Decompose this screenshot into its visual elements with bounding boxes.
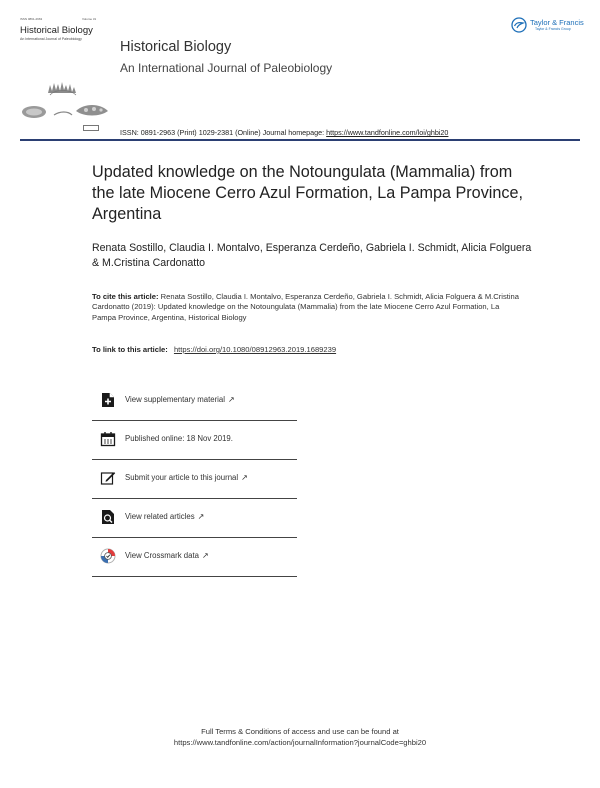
- cover-subtitle: An International Journal of Paleobiology: [20, 37, 82, 41]
- edit-pencil-icon: [100, 470, 116, 486]
- supplementary-label: View supplementary material: [125, 395, 225, 404]
- journal-cover-thumbnail: [20, 15, 112, 133]
- external-link-icon: ↗: [201, 551, 209, 560]
- issn-line: [120, 128, 448, 137]
- doi-line: [92, 345, 336, 354]
- crossmark-icon: [100, 548, 116, 564]
- journal-subtitle: An International Journal of Paleobiology: [120, 61, 333, 75]
- related-articles-search-icon: [100, 509, 116, 525]
- published-online: [92, 421, 297, 460]
- view-supplementary-material[interactable]: [92, 382, 297, 421]
- external-link-icon: ↗: [227, 395, 235, 404]
- view-related-articles[interactable]: [92, 499, 297, 538]
- article-authors: Renata Sostillo, Claudia I. Montalvo, Esperanza Cerdeño, Gabriela I. Schmidt, Alicia Folguera & M.Cristina Cardonatto: [92, 242, 532, 269]
- fossil-illustration-icon: [20, 75, 112, 123]
- submit-article[interactable]: [92, 460, 297, 499]
- taylor-francis-logo-icon: [511, 17, 527, 33]
- supplementary-document-icon: [100, 392, 116, 408]
- article-title: Updated knowledge on the Notoungulata (Mammalia) from the late Miocene Cerro Azul Formation, La Pampa Province, Argentina: [92, 163, 523, 223]
- publisher-name: Taylor & Francis: [530, 18, 584, 27]
- doi-label: To link to this article:: [92, 345, 168, 354]
- publisher-logo[interactable]: [511, 17, 586, 35]
- cover-issn-text: ISSN 0891-2963: [20, 17, 43, 21]
- cover-publisher-logo: [83, 125, 99, 131]
- journal-title[interactable]: Historical Biology: [120, 39, 232, 55]
- doi-link[interactable]: https://doi.org/10.1080/08912963.2019.1689239: [173, 345, 337, 354]
- view-crossmark-data[interactable]: [92, 538, 297, 577]
- publisher-tagline: Taylor & Francis Group: [535, 27, 571, 31]
- journal-homepage-link[interactable]: https://www.tandfonline.com/loi/ghbi20: [326, 128, 449, 137]
- header-divider: [20, 139, 580, 141]
- cover-volume-text: Volume 31: [82, 17, 97, 21]
- external-link-icon: ↗: [197, 512, 205, 521]
- citation-text: Renata Sostillo, Claudia I. Montalvo, Esperanza Cerdeño, Gabriela I. Schmidt, Alicia Folguera & M.Cristina Cardonatto (2019): Updated knowledge on the Notoungulata (Mammalia) from the late Miocene Cerro Azul Formation, La Pampa Province, Argentina, Historical Biology: [92, 292, 519, 322]
- issn-text: ISSN: 0891-2963 (Print) 1029-2381 (Online) Journal homepage:: [120, 128, 327, 137]
- crossmark-label: View Crossmark data: [125, 551, 199, 560]
- related-label: View related articles: [125, 512, 195, 521]
- footer-terms: Full Terms & Conditions of access and use can be found at: [201, 727, 399, 736]
- submit-label: Submit your article to this journal: [125, 473, 239, 482]
- cover-title: Historical Biology: [20, 25, 93, 36]
- citation-block: [92, 292, 522, 323]
- published-date: Published online: 18 Nov 2019.: [125, 434, 233, 443]
- calendar-icon: [100, 431, 116, 447]
- citation-label: To cite this article:: [92, 292, 159, 301]
- external-link-icon: ↗: [241, 473, 248, 482]
- footer-terms-link[interactable]: https://www.tandfonline.com/action/journalInformation?journalCode=ghbi20: [173, 738, 427, 747]
